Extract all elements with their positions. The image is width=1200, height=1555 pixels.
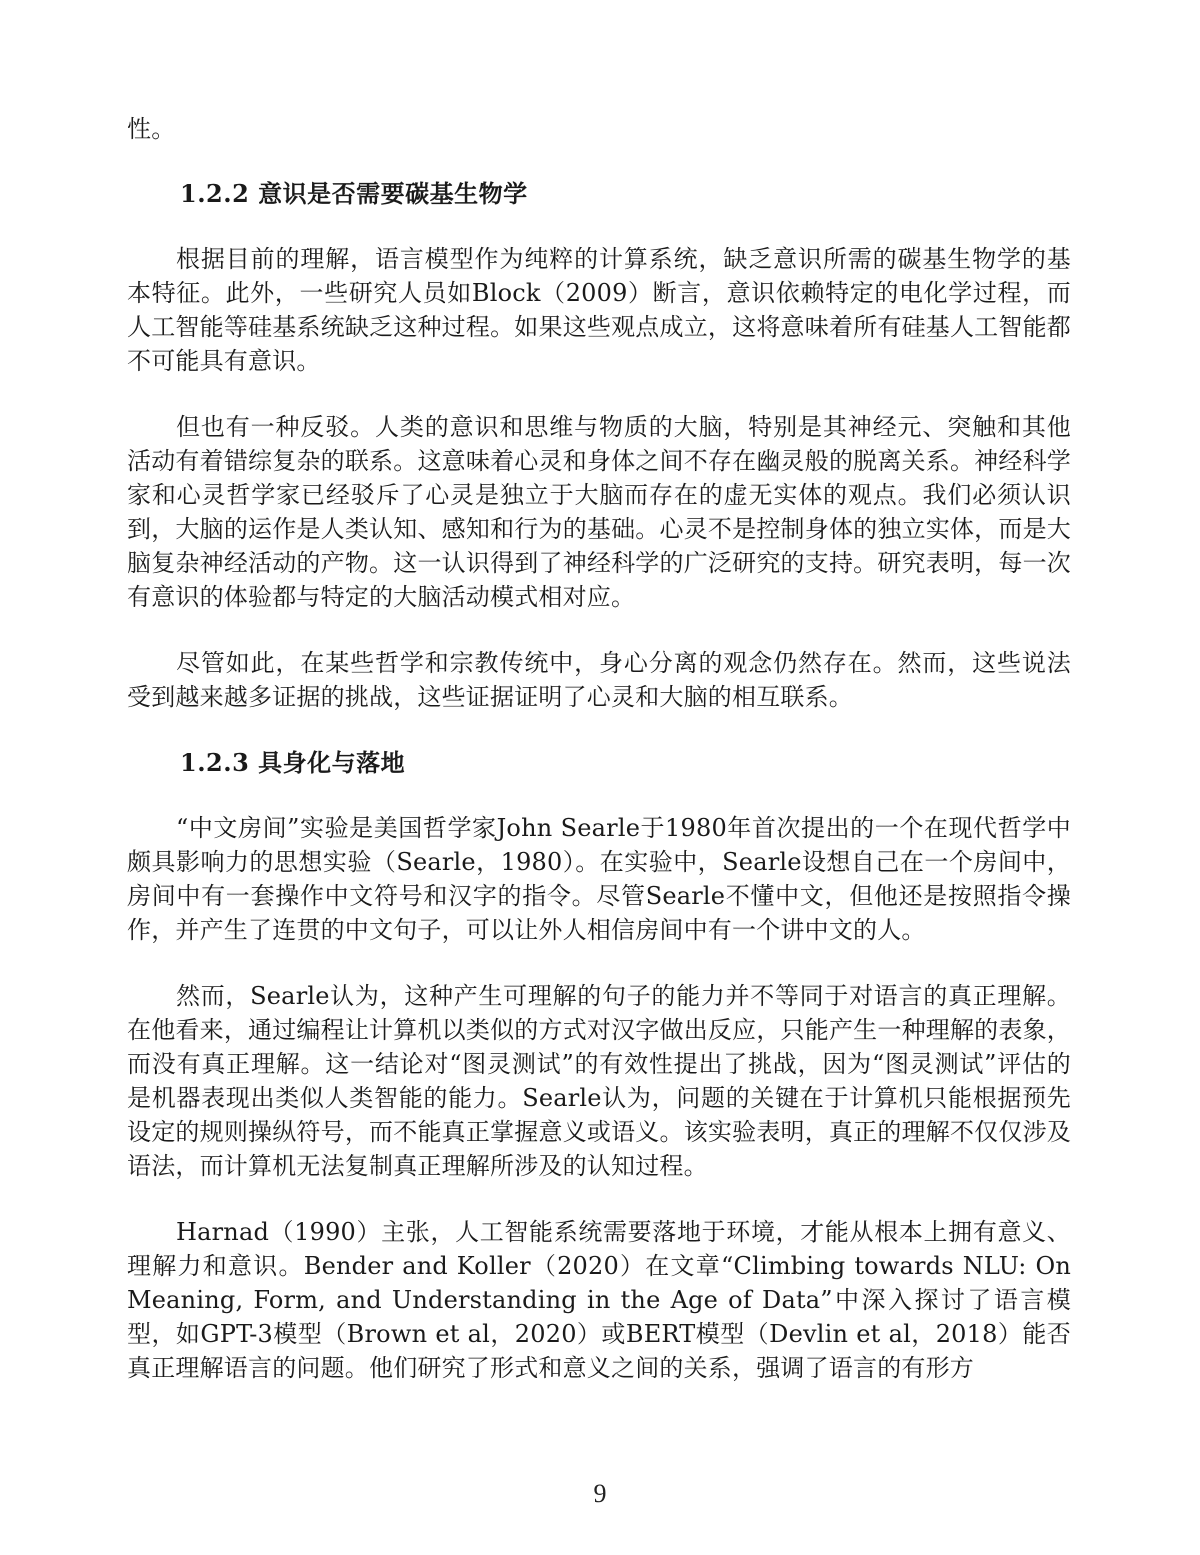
- paragraph-searle-argument: 然而，Searle认为，这种产生可理解的句子的能力并不等同于对语言的真正理解。在他看来，通过编程让计算机以类似的方式对汉字做出反应，只能产生一种理解的表象，而没有真正理解。这一结论对“图灵测试”的有效性提出了挑战，因为“图灵测试”评估的是机器表现出类似人类智能的能力。Searle认为，问题的关键在于计算机只能根据预先设定的规则操纵符号，而不能真正掌握意义或语义。该实验表明，真正的理解不仅仅涉及语法，而计算机无法复制真正理解所涉及的认知过程。: [127, 982, 1071, 1180]
- paragraph-harnad-grounding: Harnad（1990）主张，人工智能系统需要落地于环境，才能从根本上拥有意义、理解力和意识。Bender and Koller（2020）在文章“Climbing towards NLU: On Meaning, Form, and Understanding in the Age of Data”中深入探讨了语言模型，如GPT-3模型（Brown et al，2020）或BERT模型（Devlin et al，2018）能否真正理解语言的问题。他们研究了形式和意义之间的关系，强调了语言的有形方: [127, 1218, 1071, 1382]
- paragraph-mind-body-dualism: 尽管如此，在某些哲学和宗教传统中，身心分离的观念仍然存在。然而，这些说法受到越来越多证据的挑战，这些证据证明了心灵和大脑的相互联系。: [127, 649, 1071, 711]
- paragraph-carbon-biology: 根据目前的理解，语言模型作为纯粹的计算系统，缺乏意识所需的碳基生物学的基本特征。此外，一些研究人员如Block（2009）断言，意识依赖特定的电化学过程，而人工智能等硅基系统缺乏这种过程。如果这些观点成立，这将意味着所有硅基人工智能都不可能具有意识。: [127, 245, 1071, 375]
- paragraph-rebuttal: 但也有一种反驳。人类的意识和思维与物质的大脑，特别是其神经元、突触和其他活动有着错综复杂的联系。这意味着心灵和身体之间不存在幽灵般的脱离关系。神经科学家和心灵哲学家已经驳斥了心灵是独立于大脑而存在的虚无实体的观点。我们必须认识到，大脑的运作是人类认知、感知和行为的基础。心灵不是控制身体的独立实体，而是大脑复杂神经活动的产物。这一认识得到了神经科学的广泛研究的支持。研究表明，每一次有意识的体验都与特定的大脑活动模式相对应。: [127, 413, 1071, 611]
- section-heading-1-2-3: 1.2.3 具身化与落地: [180, 748, 406, 777]
- continuation-text: 性。: [127, 115, 176, 143]
- page-number: 9: [593, 1479, 607, 1508]
- section-heading-1-2-2: 1.2.2 意识是否需要碳基生物学: [180, 179, 528, 208]
- page-body: [127, 112, 1071, 1385]
- paragraph-chinese-room: “中文房间”实验是美国哲学家John Searle于1980年首次提出的一个在现代哲学中颇具影响力的思想实验（Searle，1980）。在实验中，Searle设想自己在一个房间中，房间中有一套操作中文符号和汉字的指令。尽管Searle不懂中文，但他还是按照指令操作，并产生了连贯的中文句子，可以让外人相信房间中有一个讲中文的人。: [127, 814, 1071, 944]
